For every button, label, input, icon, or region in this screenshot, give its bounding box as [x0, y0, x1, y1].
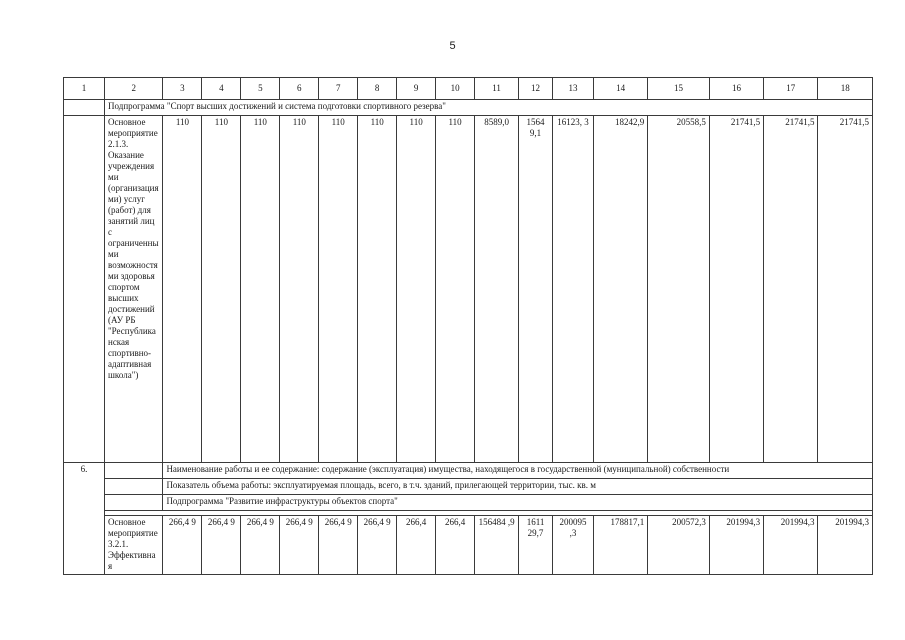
header-row	[64, 78, 873, 100]
table-cell: 178817,1	[593, 516, 647, 575]
table-cell: 110	[319, 116, 358, 463]
column-header: 18	[818, 78, 873, 100]
table-cell: 110	[241, 116, 280, 463]
table-cell: 110	[436, 116, 475, 463]
table-cell: 266,4 9	[241, 516, 280, 575]
table-cell: 1611 29,7	[519, 516, 553, 575]
table-cell: 21741,5	[818, 116, 873, 463]
table-cell: 266,4	[436, 516, 475, 575]
section-row	[64, 495, 873, 511]
table-row	[64, 116, 873, 463]
table-cell: 110	[202, 116, 241, 463]
table-cell: 110	[280, 116, 319, 463]
table-cell: 266,4 9	[202, 516, 241, 575]
section-row	[64, 100, 873, 116]
column-header: 8	[358, 78, 397, 100]
table-cell: 200095 ,3	[552, 516, 593, 575]
table-cell: 21741,5	[764, 116, 818, 463]
column-header: 9	[397, 78, 436, 100]
table-cell: 200572,3	[648, 516, 710, 575]
column-header: 16	[709, 78, 763, 100]
section-title: Показатель объема работы: эксплуатируемая площадь, всего, в т.ч. зданий, прилегающей территории, тыс. кв. м	[163, 479, 873, 495]
section-row	[64, 479, 873, 495]
column-header: 17	[764, 78, 818, 100]
column-header: 15	[648, 78, 710, 100]
column-header: 11	[475, 78, 519, 100]
table-cell: 156484 ,9	[475, 516, 519, 575]
table-cell: 20558,5	[648, 116, 710, 463]
column-header: 12	[519, 78, 553, 100]
column-header: 1	[64, 78, 105, 100]
table-cell: 1564 9,1	[519, 116, 553, 463]
table-cell: 201994,3	[818, 516, 873, 575]
column-header: 2	[105, 78, 163, 100]
column-header: 3	[163, 78, 202, 100]
table-cell: 266,4 9	[358, 516, 397, 575]
table-cell: 8589,0	[475, 116, 519, 463]
section-row	[64, 463, 873, 479]
page-number: 5	[449, 40, 456, 52]
column-header: 5	[241, 78, 280, 100]
section-title: Подпрограмма "Спорт высших достижений и система подготовки спортивного резерва"	[105, 100, 873, 116]
table-cell: 266,4 9	[163, 516, 202, 575]
measure-name: Основное мероприятие 3.2.1. Эффективная	[105, 516, 163, 575]
table-cell: 266,4 9	[280, 516, 319, 575]
data-table	[63, 77, 873, 575]
table-cell: 201994,3	[764, 516, 818, 575]
table-cell: 16123, 3	[552, 116, 593, 463]
table-cell: 266,4 9	[319, 516, 358, 575]
section-title: Наименование работы и ее содержание: содержание (эксплуатация) имущества, находящегося в государственной (муниципальной) собственности	[163, 463, 873, 479]
row-number: 6.	[64, 463, 105, 575]
table-cell: 18242,9	[593, 116, 647, 463]
table-cell: 110	[358, 116, 397, 463]
table-cell: 110	[163, 116, 202, 463]
table-cell: 201994,3	[709, 516, 763, 575]
table-cell: 110	[397, 116, 436, 463]
measure-name: Основное мероприятие 2.1.3. Оказание учреждениями (организациями) услуг (работ) для занятий лиц с ограниченными возможностями здоровья спортом высших достижений (АУ РБ "Республиканская спортивно-адаптивная школа")	[105, 116, 163, 463]
column-header: 7	[319, 78, 358, 100]
table-cell: 266,4	[397, 516, 436, 575]
table-cell: 21741,5	[709, 116, 763, 463]
column-header: 13	[552, 78, 593, 100]
column-header: 6	[280, 78, 319, 100]
table-row	[64, 516, 873, 575]
column-header: 10	[436, 78, 475, 100]
column-header: 14	[593, 78, 647, 100]
section-title: Подпрограмма "Развитие инфраструктуры объектов спорта"	[163, 495, 873, 511]
column-header: 4	[202, 78, 241, 100]
